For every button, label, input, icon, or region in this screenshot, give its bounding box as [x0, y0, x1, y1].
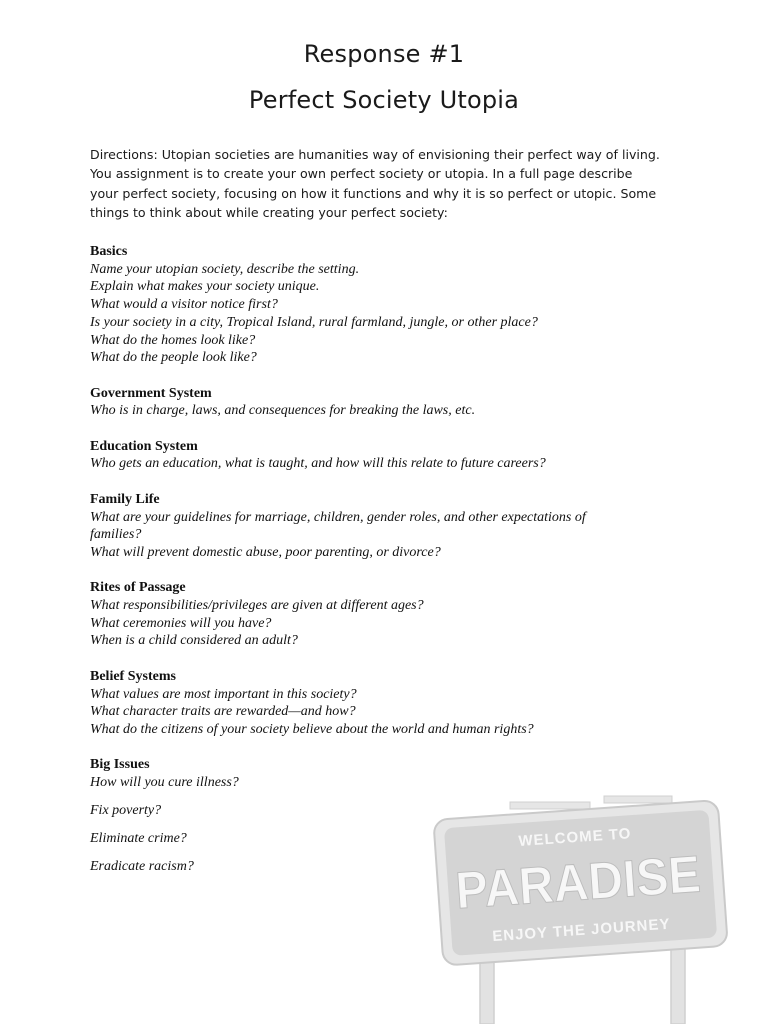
- paradise-sign-graphic: [428, 792, 728, 1024]
- section-heading: Family Life: [90, 491, 160, 507]
- section-question: Name your utopian society, describe the setting.: [90, 261, 360, 277]
- sign-main-text: PARADISE: [453, 844, 723, 921]
- section-basics: [90, 243, 690, 367]
- section-question: What values are most important in this society?: [90, 686, 357, 702]
- section-rites-of-passage: [90, 579, 690, 650]
- sign-clip: [510, 802, 590, 809]
- sign-top-text: WELCOME TO: [517, 825, 632, 851]
- section-heading: Government System: [90, 385, 212, 401]
- sign-post-right: [671, 938, 685, 1024]
- section-question: What do the people look like?: [90, 350, 257, 366]
- section-question: Who is in charge, laws, and consequences for breaking the laws, etc.: [90, 403, 476, 419]
- paradise-sign-illustration: [428, 792, 728, 1024]
- sign-board: [433, 800, 727, 966]
- section-question: What are your guidelines for marriage, children, gender roles, and other expectations of families?: [90, 509, 586, 543]
- directions-line: You assignment is to create your own perfect society or utopia. In a full page describe: [90, 166, 633, 182]
- section-heading: Basics: [90, 244, 128, 259]
- section-question: What ceremonies will you have?: [90, 615, 272, 631]
- section-question: What do the homes look like?: [90, 332, 256, 348]
- section-belief-systems: [90, 668, 690, 739]
- sign-bottom-text: ENJOY THE JOURNEY: [491, 915, 671, 946]
- page-title: Response #1: [303, 40, 465, 68]
- section-heading: Education System: [90, 438, 198, 454]
- section-question: Eradicate racism?: [90, 859, 194, 874]
- section-question: Fix poverty?: [90, 803, 162, 818]
- section-education-system: [90, 438, 690, 473]
- directions-paragraph: [90, 145, 690, 222]
- section-government-system: [90, 385, 690, 420]
- section-question: How will you cure illness?: [90, 775, 239, 790]
- page-subtitle: Perfect Society Utopia: [248, 86, 520, 114]
- sign-clip: [604, 796, 672, 803]
- section-question: Explain what makes your society unique.: [90, 279, 320, 295]
- section-question: Who gets an education, what is taught, and how will this relate to future careers?: [90, 456, 546, 472]
- section-heading: Big Issues: [90, 757, 150, 773]
- section-question: What will prevent domestic abuse, poor parenting, or divorce?: [90, 544, 441, 560]
- section-question: Is your society in a city, Tropical Island, rural farmland, jungle, or other place?: [90, 314, 538, 330]
- section-question: What would a visitor notice first?: [90, 297, 278, 313]
- directions-line: your perfect society, focusing on how it functions and why it is so perfect or utopic. Some: [90, 185, 657, 201]
- section-question: Eliminate crime?: [90, 831, 187, 846]
- directions-line: Directions: Utopian societies are humanities way of envisioning their perfect way of living.: [90, 147, 660, 162]
- section-question: What responsibilities/privileges are given at different ages?: [90, 598, 424, 613]
- section-heading: Belief Systems: [90, 668, 176, 684]
- directions-line: things to think about while creating your perfect society:: [90, 204, 448, 220]
- section-heading: Rites of Passage: [90, 580, 186, 596]
- section-question: When is a child considered an adult?: [90, 633, 298, 649]
- section-question: What do the citizens of your society believe about the world and human rights?: [90, 721, 534, 737]
- section-question: What character traits are rewarded—and how?: [90, 704, 356, 720]
- section-family-life: [90, 491, 690, 562]
